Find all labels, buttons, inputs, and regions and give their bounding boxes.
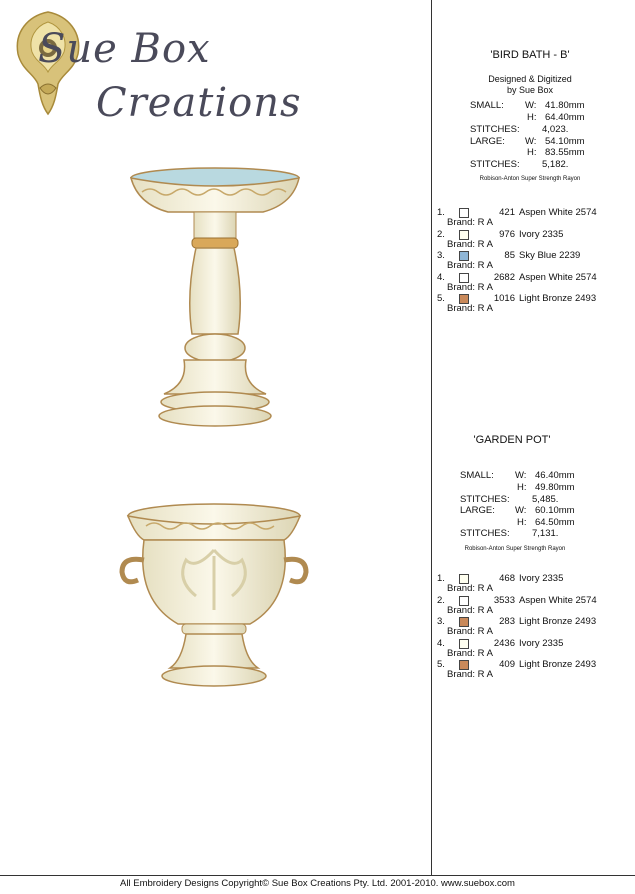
thread-name: Aspen White 2574 bbox=[519, 594, 597, 606]
thread-number: 3. bbox=[437, 250, 445, 261]
designed-by-line2: by Sue Box bbox=[506, 85, 554, 95]
small-w-value: 41.80mm bbox=[545, 100, 585, 111]
small-label: SMALL: bbox=[470, 100, 504, 111]
thread-number: 5. bbox=[437, 659, 445, 670]
large-h-value: 64.50mm bbox=[535, 517, 575, 528]
thread-number: 4. bbox=[437, 271, 445, 283]
thread-brand: Robison-Anton Super Strength Rayon bbox=[479, 176, 581, 182]
thread-code: 421 bbox=[499, 207, 515, 218]
designed-by-line1: Designed & Digitized bbox=[488, 74, 572, 84]
thread-number: 3. bbox=[437, 616, 445, 627]
thread-name: Ivory 2335 bbox=[519, 573, 564, 584]
thread-number: 2. bbox=[437, 594, 445, 606]
thread-name: Ivory 2335 bbox=[519, 228, 564, 240]
thread-name: Aspen White 2574 bbox=[519, 207, 597, 218]
brand-name-line2: Creations bbox=[96, 80, 302, 126]
large-stitches-label: STITCHES: bbox=[470, 159, 520, 170]
large-w-value: 60.10mm bbox=[535, 505, 575, 516]
thread-brand-code: Brand: R A bbox=[447, 281, 493, 293]
thread-code: 468 bbox=[499, 573, 515, 584]
design-title-bird-bath: 'BIRD BATH - B' bbox=[490, 49, 570, 61]
thread-code: 976 bbox=[499, 228, 515, 240]
small-label: SMALL: bbox=[460, 470, 494, 481]
small-w-label: W: bbox=[515, 470, 527, 481]
large-stitches-value: 7,131. bbox=[532, 528, 559, 539]
thread-code: 85 bbox=[504, 250, 515, 261]
thread-code: 1016 bbox=[493, 293, 515, 304]
thread-code: 3533 bbox=[493, 594, 515, 606]
thread-name: Light Bronze 2493 bbox=[519, 293, 597, 304]
thread-name: Light Bronze 2493 bbox=[519, 616, 597, 627]
thread-brand-code: Brand: R A bbox=[447, 260, 493, 271]
copyright-footer: All Embroidery Designs Copyright© Sue Box Creations Pty. Ltd. 2001-2010. www.suebox.com bbox=[120, 878, 515, 889]
small-w-value: 46.40mm bbox=[535, 470, 575, 481]
bird-bath-image bbox=[128, 164, 303, 433]
thread-code: 2436 bbox=[493, 637, 515, 649]
large-w-label: W: bbox=[515, 505, 527, 516]
small-w-label: W: bbox=[525, 100, 537, 111]
brand-logo bbox=[8, 8, 302, 126]
large-label: LARGE: bbox=[470, 136, 505, 147]
large-label: LARGE: bbox=[460, 505, 495, 516]
thread-name: Aspen White 2574 bbox=[519, 271, 597, 283]
small-stitches-value: 5,485. bbox=[532, 494, 559, 505]
small-h-label: H: bbox=[527, 112, 537, 123]
large-w-label: W: bbox=[525, 136, 537, 147]
large-stitches-value: 5,182. bbox=[542, 159, 569, 170]
thread-brand-code: Brand: R A bbox=[447, 669, 493, 680]
large-h-label: H: bbox=[527, 147, 537, 158]
thread-number: 2. bbox=[437, 228, 445, 240]
small-h-label: H: bbox=[517, 482, 527, 493]
thread-number: 1. bbox=[437, 207, 445, 218]
design-title-garden-pot: 'GARDEN POT' bbox=[473, 434, 551, 446]
large-h-label: H: bbox=[517, 517, 527, 528]
large-h-value: 83.55mm bbox=[545, 147, 585, 158]
small-h-value: 64.40mm bbox=[545, 112, 585, 123]
thread-number: 1. bbox=[437, 573, 445, 584]
thread-brand-code: Brand: R A bbox=[447, 217, 493, 228]
thread-name: Sky Blue 2239 bbox=[519, 250, 581, 261]
thread-code: 283 bbox=[499, 616, 515, 627]
thread-code: 2682 bbox=[493, 271, 515, 283]
thread-number: 5. bbox=[437, 293, 445, 304]
small-stitches-value: 4,023. bbox=[542, 124, 569, 135]
small-h-value: 49.80mm bbox=[535, 482, 575, 493]
brand-name-line1: Sue Box bbox=[38, 26, 211, 72]
thread-brand-code: Brand: R A bbox=[447, 303, 493, 314]
thread-name: Ivory 2335 bbox=[519, 637, 564, 649]
thread-name: Light Bronze 2493 bbox=[519, 659, 597, 670]
thread-brand-code: Brand: R A bbox=[447, 604, 493, 616]
large-stitches-label: STITCHES: bbox=[460, 528, 510, 539]
footer-divider bbox=[0, 875, 635, 876]
thread-code: 409 bbox=[499, 659, 515, 670]
thread-brand: Robison-Anton Super Strength Rayon bbox=[464, 546, 566, 552]
large-w-value: 54.10mm bbox=[545, 136, 585, 147]
thread-brand-code: Brand: R A bbox=[447, 626, 493, 637]
thread-number: 4. bbox=[437, 637, 445, 649]
small-stitches-label: STITCHES: bbox=[470, 124, 520, 135]
small-stitches-label: STITCHES: bbox=[460, 494, 510, 505]
garden-pot-image bbox=[116, 500, 312, 705]
thread-brand-code: Brand: R A bbox=[447, 583, 493, 594]
thread-brand-code: Brand: R A bbox=[447, 238, 493, 250]
thread-brand-code: Brand: R A bbox=[447, 647, 493, 659]
